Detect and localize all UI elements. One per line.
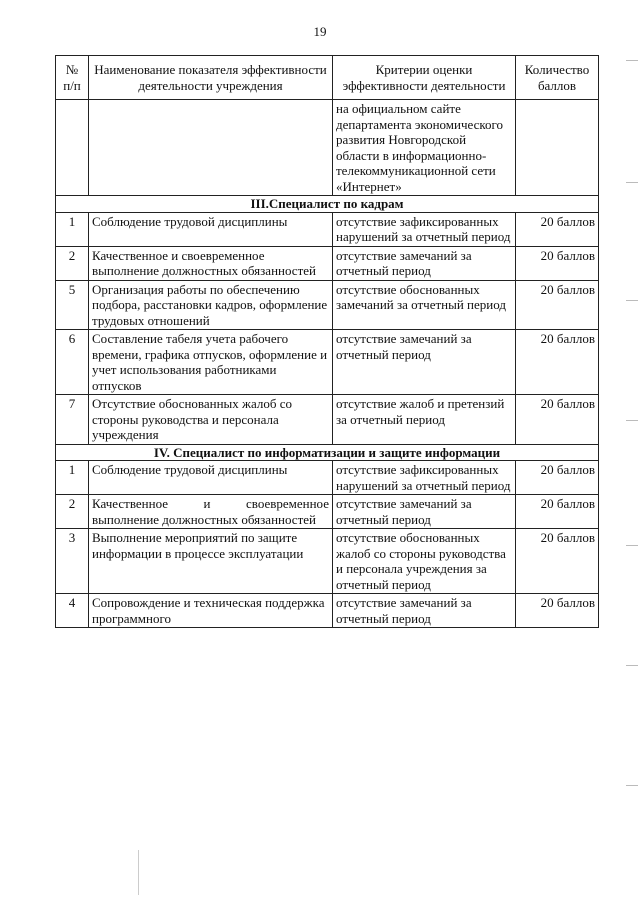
row-points: 20 баллов bbox=[516, 246, 599, 280]
row-indicator: Отсутствие обоснованных жалоб со стороны руководства и персонала учреждения bbox=[89, 395, 333, 445]
row-points: 20 баллов bbox=[516, 330, 599, 395]
row-num: 4 bbox=[56, 594, 89, 628]
row-num: 3 bbox=[56, 529, 89, 594]
row-num: 1 bbox=[56, 461, 89, 495]
row-num: 1 bbox=[56, 212, 89, 246]
continuation-row bbox=[56, 100, 599, 196]
row-criteria: отсутствие зафиксированных нарушений за отчетный период bbox=[333, 212, 516, 246]
margin-mark bbox=[626, 60, 638, 61]
row-indicator: Составление табеля учета рабочего времени, графика отпусков, оформление и учет использования работниками отпусков bbox=[89, 330, 333, 395]
row-num: 2 bbox=[56, 495, 89, 529]
table-row bbox=[56, 212, 599, 246]
row-indicator: Сопровождение и техническая поддержка программного bbox=[89, 594, 333, 628]
section-title: IV. Специалист по информатизации и защите информации bbox=[56, 444, 599, 461]
row-criteria: отсутствие замечаний за отчетный период bbox=[333, 330, 516, 395]
row-criteria: отсутствие замечаний за отчетный период bbox=[333, 246, 516, 280]
row-num: 6 bbox=[56, 330, 89, 395]
row-indicator: Качественное и своевременное выполнение должностных обязанностей bbox=[89, 495, 333, 529]
header-num: № п/п bbox=[56, 56, 89, 100]
section-title-row bbox=[56, 444, 599, 461]
row-points: 20 баллов bbox=[516, 280, 599, 330]
row-num: 5 bbox=[56, 280, 89, 330]
margin-mark bbox=[626, 785, 638, 786]
table-row bbox=[56, 529, 599, 594]
table-row bbox=[56, 395, 599, 445]
row-points: 20 баллов bbox=[516, 395, 599, 445]
table-row bbox=[56, 461, 599, 495]
header-criteria: Критерии оценки эффективности деятельности bbox=[333, 56, 516, 100]
margin-mark bbox=[626, 182, 638, 183]
header-points: Количество баллов bbox=[516, 56, 599, 100]
row-indicator: Организация работы по обеспечению подбора, расстановки кадров, оформление трудовых отношений bbox=[89, 280, 333, 330]
row-points: 20 баллов bbox=[516, 495, 599, 529]
table-row bbox=[56, 246, 599, 280]
row-points: 20 баллов bbox=[516, 529, 599, 594]
margin-mark bbox=[626, 300, 638, 301]
page-number: 19 bbox=[313, 24, 327, 39]
table-row bbox=[56, 594, 599, 628]
row-num: 2 bbox=[56, 246, 89, 280]
row-indicator: Выполнение мероприятий по защите информации в процессе эксплуатации bbox=[89, 529, 333, 594]
row-indicator: Соблюдение трудовой дисциплины bbox=[89, 212, 333, 246]
row-criteria: отсутствие жалоб и претензий за отчетный период bbox=[333, 395, 516, 445]
row-criteria: отсутствие замечаний за отчетный период bbox=[333, 594, 516, 628]
row-criteria: отсутствие зафиксированных нарушений за отчетный период bbox=[333, 461, 516, 495]
table-row bbox=[56, 330, 599, 395]
row-indicator: Качественное и своевременное выполнение должностных обязанностей bbox=[89, 246, 333, 280]
row-criteria: отсутствие обоснованных жалоб со стороны руководства и персонала учреждения за отчетный период bbox=[333, 529, 516, 594]
criteria-table bbox=[55, 55, 599, 628]
margin-mark bbox=[626, 420, 638, 421]
margin-mark bbox=[626, 665, 638, 666]
row-num: 7 bbox=[56, 395, 89, 445]
row-criteria: отсутствие замечаний за отчетный период bbox=[333, 495, 516, 529]
table-header-row bbox=[56, 56, 599, 100]
row-criteria: отсутствие обоснованных замечаний за отчетный период bbox=[333, 280, 516, 330]
margin-mark bbox=[626, 545, 638, 546]
row-points: 20 баллов bbox=[516, 212, 599, 246]
row-points: 20 баллов bbox=[516, 594, 599, 628]
header-indicator: Наименование показателя эффективности деятельности учреждения bbox=[89, 56, 333, 100]
continuation-criteria: на официальном сайте департамента экономического развития Новгородской области в информационно-телекоммуникационной сети «Интернет» bbox=[333, 100, 516, 196]
row-points: 20 баллов bbox=[516, 461, 599, 495]
scan-artifact-line bbox=[138, 850, 139, 895]
row-indicator: Соблюдение трудовой дисциплины bbox=[89, 461, 333, 495]
section-title-row bbox=[56, 196, 599, 213]
table-row bbox=[56, 495, 599, 529]
table-row bbox=[56, 280, 599, 330]
section-title: III.Специалист по кадрам bbox=[56, 196, 599, 213]
